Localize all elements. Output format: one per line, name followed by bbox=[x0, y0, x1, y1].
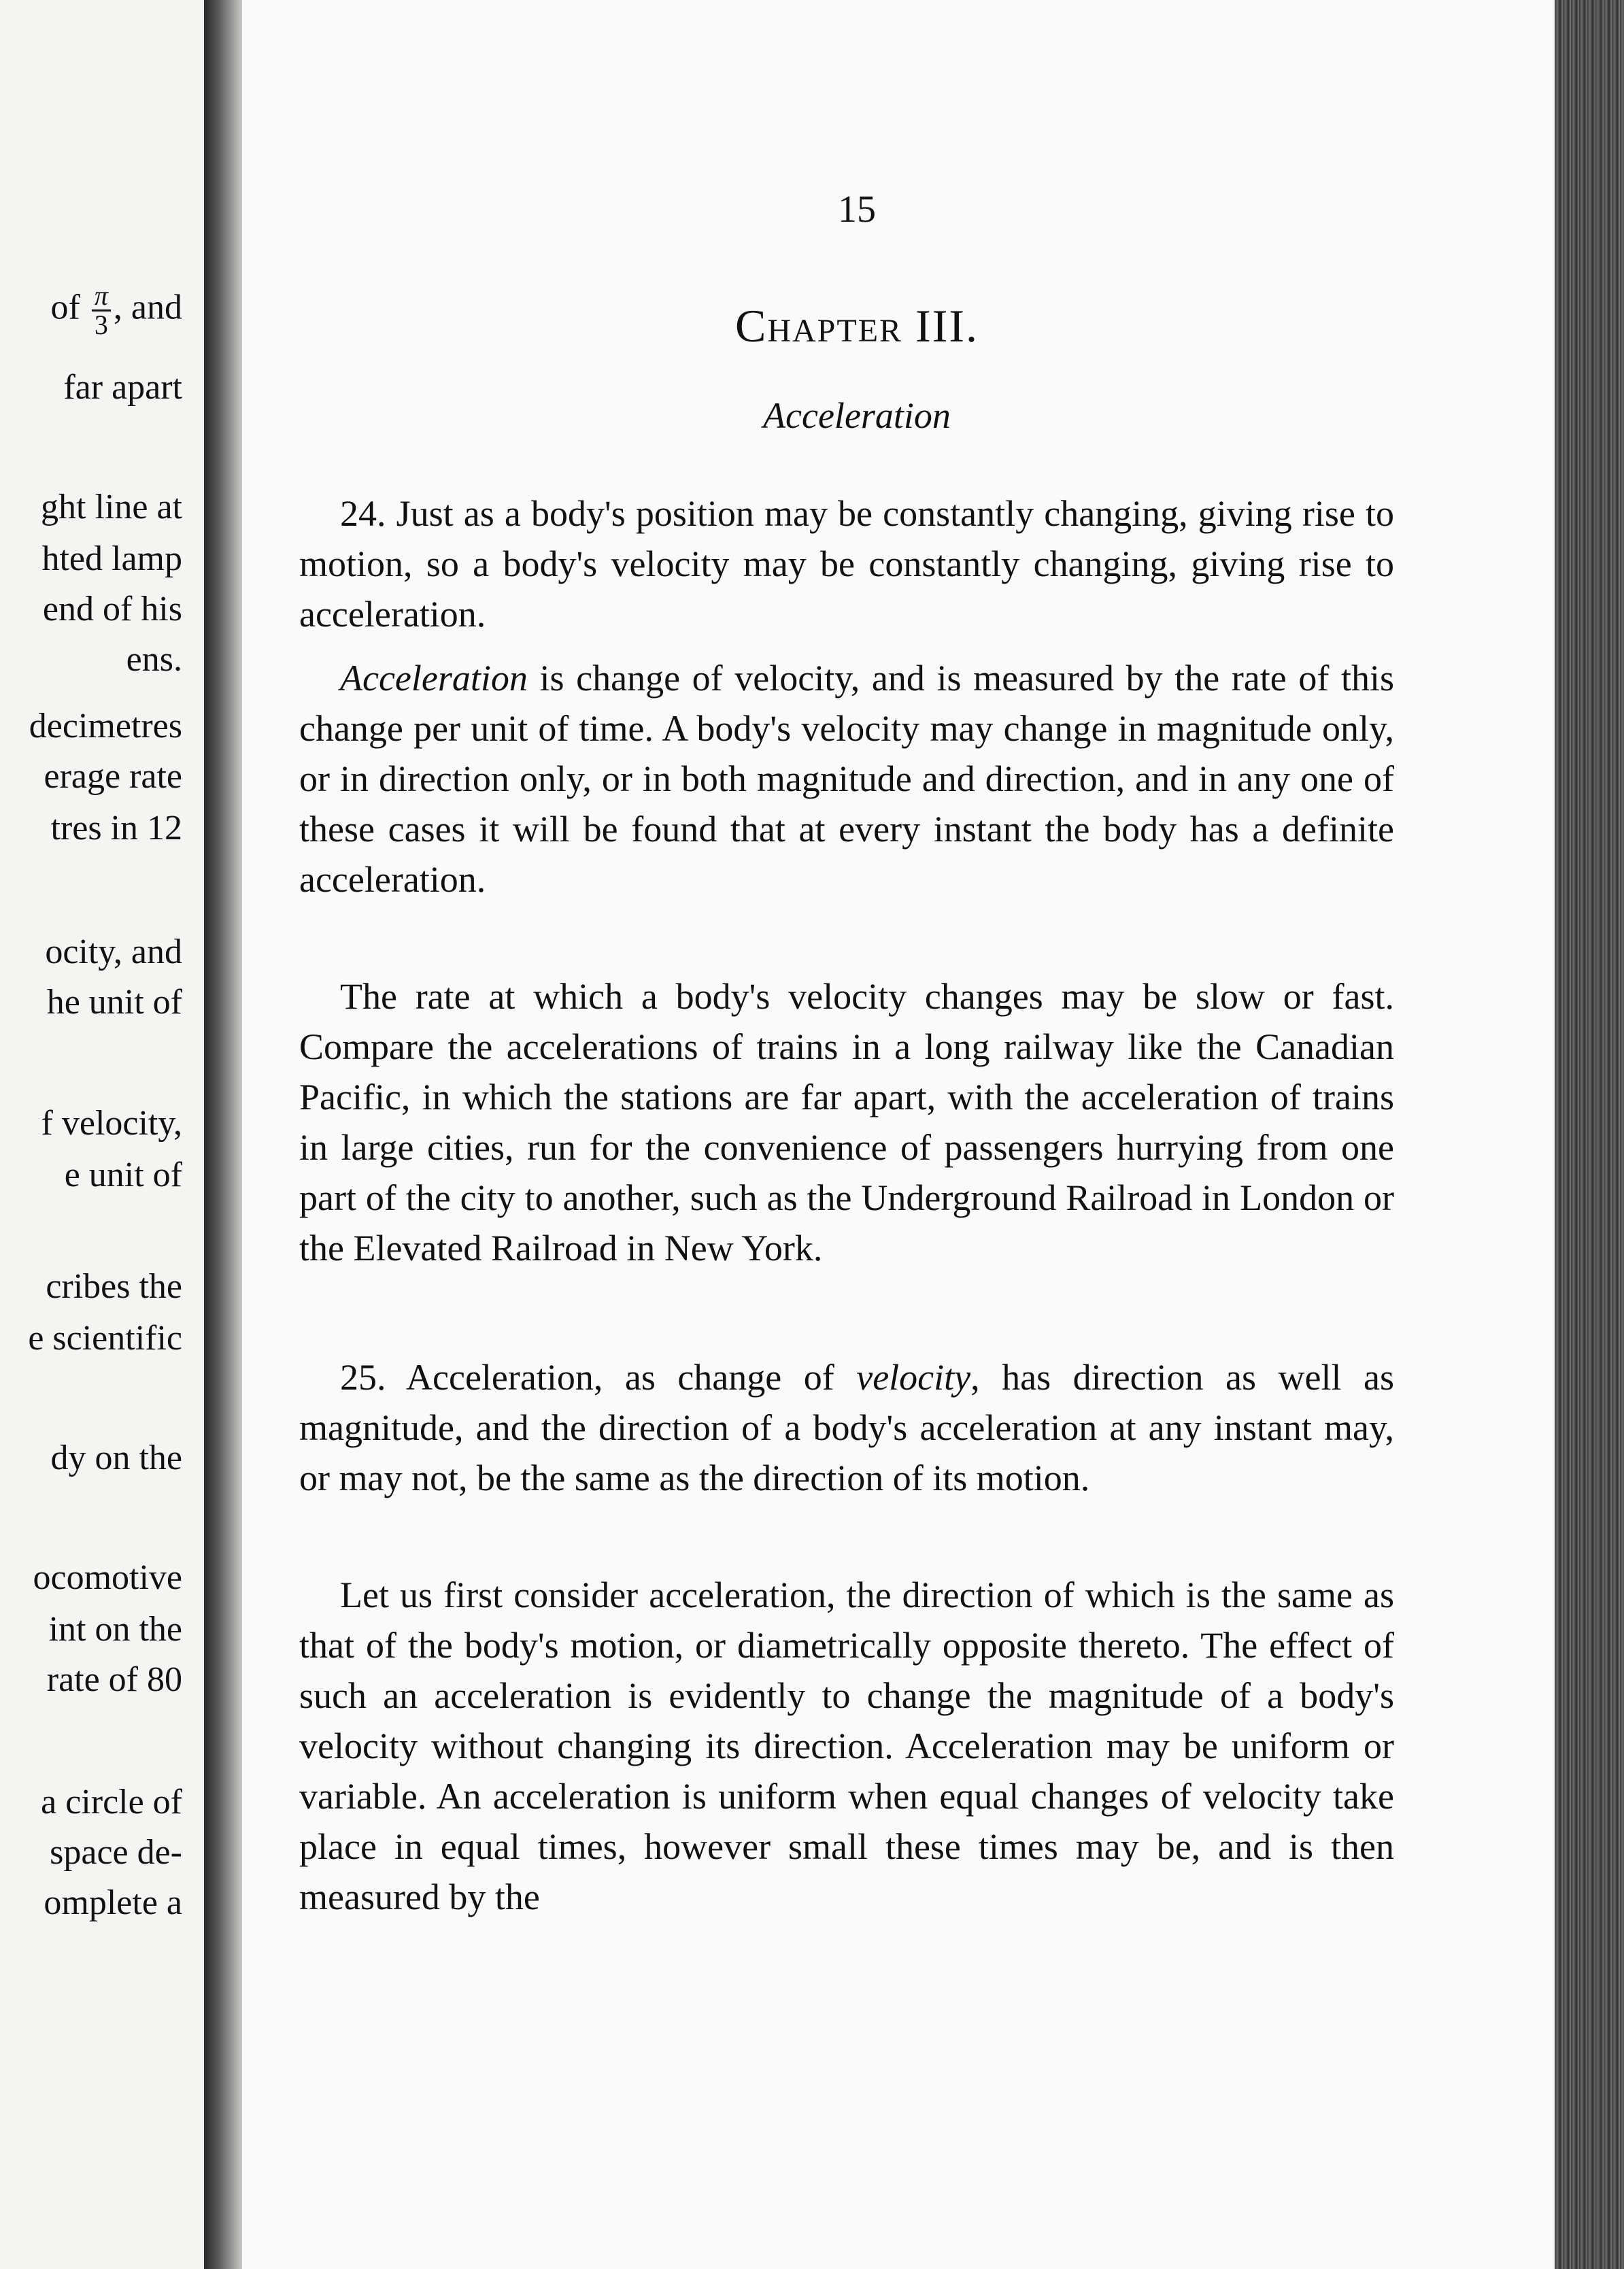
acceleration-term: Acceleration bbox=[340, 658, 528, 699]
left-line: omplete a bbox=[44, 1883, 182, 1922]
left-line: ocity, and bbox=[45, 932, 182, 971]
previous-page-fragment bbox=[0, 0, 204, 2269]
left-line: ocomotive bbox=[33, 1558, 182, 1597]
page-number: 15 bbox=[838, 188, 876, 231]
velocity-term: velocity bbox=[856, 1357, 971, 1398]
paragraph-uniform-acceleration-text: Let us first consider acceleration, the direction of which is the same as that of the body's motion, or diametrically opposite thereto. The effect of such an acceleration is evidently to change the magnitude of a body's velocity without changing its direction. Acceleration may be uniform or variable. An acceleration is uniform when equal changes of velocity take place in equal times, however small these times may be, and is then measured by the bbox=[299, 1575, 1394, 1917]
paragraph-25-pre: 25. Acceleration, as change of bbox=[340, 1357, 857, 1398]
left-line: ens. bbox=[126, 640, 182, 679]
section-title: Acceleration bbox=[763, 395, 951, 436]
pi-over-3-fraction bbox=[92, 282, 111, 339]
paragraph-25 bbox=[299, 1352, 1394, 1503]
left-line: int on the bbox=[48, 1610, 182, 1649]
paragraph-acceleration-definition-text: is change of velocity, and is measured by the rate of this change per unit of time. A body's velocity may change in magnitude only, or in direction only, or in both magnitude and direction, and in any one of these cases it will be found that at every instant the body has a definite acceleration. bbox=[299, 658, 1394, 900]
left-line: ght line at bbox=[41, 488, 182, 526]
left-line: e unit of bbox=[64, 1156, 182, 1194]
left-line: cribes the bbox=[46, 1267, 182, 1306]
paragraph-25-post: , has direction as well as magnitude, and the direction of a body's acceleration at any instant may, or may not, be the same as the direction of its motion. bbox=[299, 1357, 1394, 1498]
paragraph-trains-text: The rate at which a body's velocity changes may be slow or fast. Compare the accelerations of trains in a long railway like the Canadian Pacific, in which the stations are far apart, with the acceleration of trains in large cities, run for the convenience of passengers hurrying from one part of the city to another, such as the Underground Railroad in London or the Elevated Railroad in New York. bbox=[299, 976, 1394, 1268]
left-line-1-post: , and bbox=[113, 288, 182, 327]
paragraph-uniform-acceleration bbox=[299, 1570, 1394, 1922]
left-line: e scientific bbox=[28, 1319, 182, 1358]
left-line: hted lamp bbox=[41, 539, 182, 578]
left-line: dy on the bbox=[50, 1439, 182, 1477]
chapter-heading bbox=[612, 299, 1102, 353]
fraction-numerator: π bbox=[92, 282, 111, 312]
fraction-denominator: 3 bbox=[94, 309, 108, 340]
left-line: erage rate bbox=[44, 757, 182, 796]
left-line: f velocity, bbox=[41, 1104, 182, 1143]
paragraph-24-text: 24. Just as a body's position may be constantly changing, giving rise to motion, so a body's velocity may be constantly changing, giving rise to acceleration. bbox=[299, 493, 1394, 635]
paragraph-acceleration-definition bbox=[299, 653, 1394, 905]
left-line-1 bbox=[51, 282, 182, 339]
left-line-1-pre: of bbox=[50, 288, 80, 327]
chapter-numeral: III. bbox=[915, 300, 979, 352]
paragraph-trains bbox=[299, 971, 1394, 1273]
paragraph-24 bbox=[299, 488, 1394, 639]
page-edges bbox=[1555, 0, 1624, 2269]
book-gutter bbox=[204, 0, 242, 2269]
left-line: far apart bbox=[63, 368, 182, 407]
chapter-word: Chapter bbox=[735, 300, 903, 352]
left-line: he unit of bbox=[46, 983, 182, 1022]
left-line: space de- bbox=[50, 1833, 182, 1872]
left-line: a circle of bbox=[41, 1783, 182, 1821]
left-line: tres in 12 bbox=[50, 809, 182, 847]
left-line: end of his bbox=[42, 590, 182, 628]
left-line: rate of 80 bbox=[46, 1660, 182, 1699]
left-line: decimetres bbox=[29, 707, 182, 745]
